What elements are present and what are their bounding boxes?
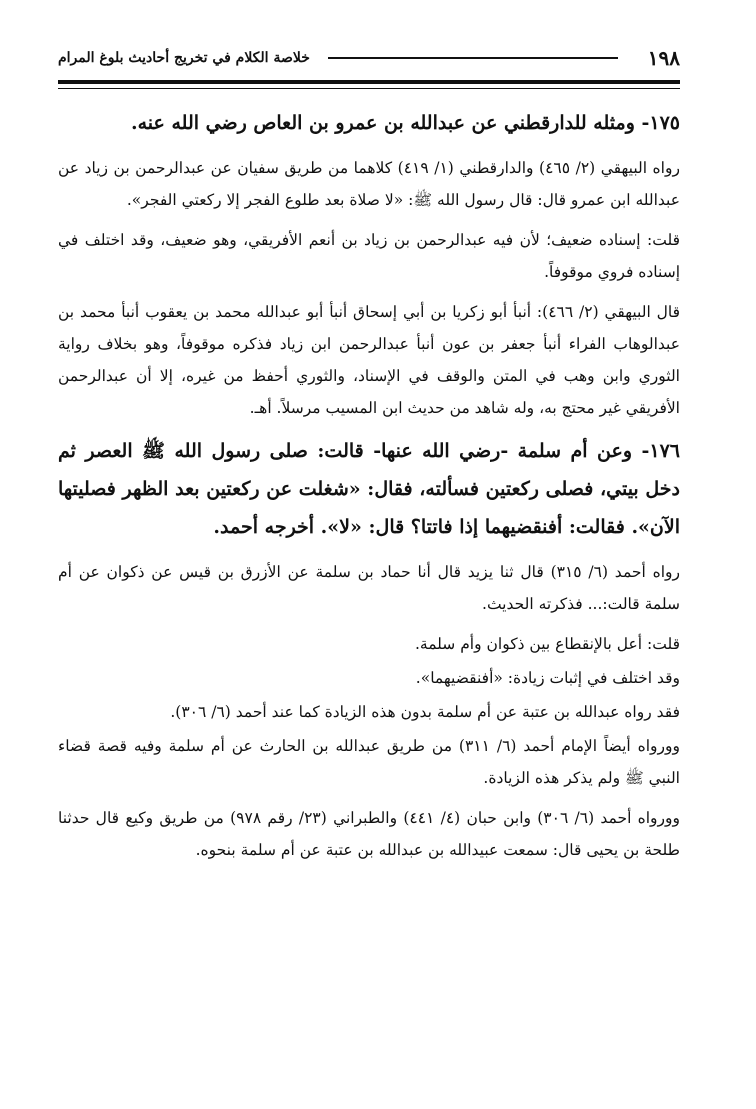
header-rule-thin — [58, 88, 680, 89]
book-page — [58, 38, 680, 1078]
hadith-176-waki-narration: وورواه أحمد (٦/ ٣٠٦) وابن حبان (٤/ ٤٤١) والطبراني (٢٣/ رقم ٩٧٨) من طريق وكيع قال حدثنا طلحة بن يحيى قال: سمعت عبيدالله بن عبدالله بن عتبة عن أم سلمة بنحوه. — [58, 809, 680, 859]
hadith-176-heading: ١٧٦- وعن أم سلمة -رضي الله عنها- قالت: صلى رسول الله ﷺ العصر ثم دخل بيتي، فصلى ركعتين فسألته، فقال: «شغلت عن ركعتين بعد الظهر فصليتها الآن». فقالت: أفنقضيهما إذا فاتتا؟ قال: «لا». أخرجه أحمد. — [58, 440, 680, 538]
hadith-175-bayhaqi-quote: قال البيهقي (٢/ ٤٦٦): أنبأ أبو زكريا بن أبي إسحاق أنبأ أبو عبدالله محمد بن يعقوب أنبأ محمد بن عبدالوهاب الفراء أنبأ جعفر بن عون أنبأ عبدالرحمن ابن زياد فذكره موقوفاً، وهو بخلاف رواية الثوري وابن وهب في المتن والوقف في الإسناد، والثوري أحفظ من غيره، إلا أن عبدالرحمن الأفريقي غير محتج به، وله شاهد من حديث ابن المسيب مرسلاً. أهـ. — [58, 303, 680, 417]
header-rule-thick — [58, 80, 680, 84]
page-body — [58, 104, 680, 874]
hadith-176-variation: وقد اختلف في إثبات زيادة: «أفنقضيهما». — [415, 669, 680, 687]
page-header — [58, 38, 680, 82]
hadith-176-utbah-narration: فقد رواه عبدالله بن عتبة عن أم سلمة بدون هذه الزيادة كما عند أحمد (٦/ ٣٠٦). — [170, 703, 680, 721]
hadith-175-comment: قلت: إسناده ضعيف؛ لأن فيه عبدالرحمن بن زياد بن أنعم الأفريقي، وهو ضعيف، وقد اختلف في إسناده فروي موقوفاً. — [58, 231, 680, 281]
hadith-176-comment: قلت: أعل بالإنقطاع بين ذكوان وأم سلمة. — [414, 635, 680, 653]
hadith-175-heading: ١٧٥- ومثله للدارقطني عن عبدالله بن عمرو بن العاص رضي الله عنه. — [130, 112, 680, 134]
book-title: خلاصة الكلام في تخريج أحاديث بلوغ المرام — [58, 50, 310, 66]
hadith-176-harith-narration: وورواه أيضاً الإمام أحمد (٦/ ٣١١) من طريق عبدالله بن الحارث عن أم سلمة وفيه قصة قضاء النبي ﷺ ولم يذكر هذه الزيادة. — [58, 737, 680, 787]
hadith-175-takhrij: رواه البيهقي (٢/ ٤٦٥) والدارقطني (١/ ٤١٩) كلاهما من طريق سفيان عن عبدالرحمن بن زياد عن عبدالله ابن عمرو قال: قال رسول الله ﷺ: «لا صلاة بعد طلوع الفجر إلا ركعتي الفجر». — [58, 159, 680, 209]
page-number: ١٩٨ — [647, 46, 680, 70]
header-dash-line — [328, 57, 618, 59]
hadith-176-takhrij: رواه أحمد (٦/ ٣١٥) قال ثنا يزيد قال أنا حماد بن سلمة عن الأزرق بن قيس عن ذكوان عن أم سلمة قالت:... فذكرته الحديث. — [58, 563, 680, 613]
